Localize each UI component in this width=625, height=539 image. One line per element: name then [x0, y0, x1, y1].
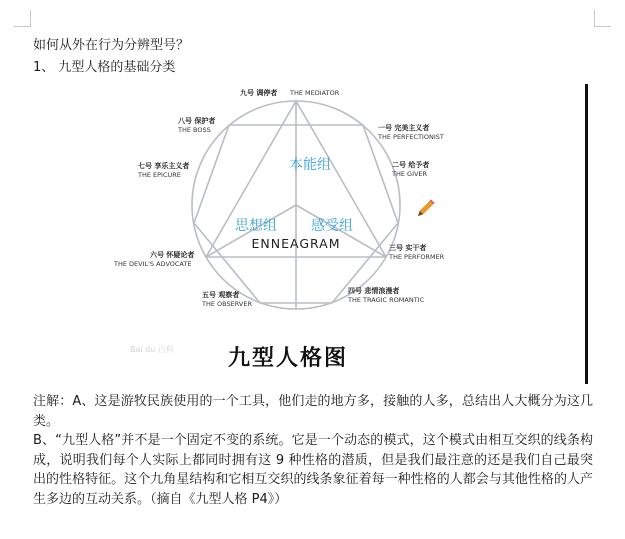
note-a: 注解：A、这是游牧民族使用的一个工具，他们走的地方多，接触的人多，总结出人大概分为这几类。	[33, 394, 593, 429]
type-7-label: 七号 享乐主义者	[138, 162, 190, 170]
figure-caption: 九型人格图	[227, 346, 349, 371]
type-4-en: THE TRAGIC ROMANTIC	[348, 296, 425, 304]
page-corner-marker-left	[14, 10, 31, 27]
type-2-label: 二号 给予者	[392, 161, 430, 169]
note-b: B、“九型人格”并不是一个固定不变的系统。它是一个动态的模式，这个模式由相互交织的线条构成，说明我们每个人实际上都同时拥有这 9 种性格的潜质，但是我们最注意的还是我们自己最突出的性格特征。这个九角星结构和它相互交织的线条象征着每一种性格的人都会与其他性格的人产生多边的互动关系。（摘自《九型人格 P4》）	[33, 433, 593, 507]
type-1-en: THE PERFECTIONIST	[378, 133, 444, 141]
type-8-en: THE BOSS	[178, 126, 211, 134]
type-3-en: THE PERFORMER	[389, 253, 445, 261]
type-6-label: 六号 怀疑论者	[150, 251, 195, 259]
type-1-label: 一号 完美主义者	[378, 124, 430, 132]
type-4-label: 四号 悲情浪漫者	[348, 287, 400, 295]
document-heading: 如何从外在行为分辨型号？	[33, 38, 190, 53]
type-9-label: 九号 调停者	[240, 89, 278, 97]
group-thinking: 思想组	[235, 218, 277, 234]
type-6-en: THE DEVIL'S ADVOCATE	[114, 260, 192, 268]
type-7-en: THE EPICURE	[138, 171, 181, 179]
group-feeling: 感受组	[311, 218, 353, 234]
type-5-en: THE OBSERVER	[202, 300, 252, 308]
section-title: 1、 九型人格的基础分类	[33, 60, 176, 75]
group-instinct: 本能组	[289, 157, 331, 173]
type-2-en: THE GIVER	[392, 170, 428, 178]
enneagram-center-label: ENNEAGRAM	[251, 236, 341, 251]
page-corner-marker-right	[594, 10, 611, 27]
margin-bar	[585, 84, 588, 384]
type-3-label: 三号 实干者	[389, 244, 427, 252]
type-5-label: 五号 观察者	[202, 291, 240, 299]
pencil-icon	[416, 199, 434, 217]
type-9-en: THE MEDIATOR	[290, 89, 340, 97]
enneagram-figure	[104, 78, 592, 382]
type-8-label: 八号 保护者	[178, 117, 216, 125]
enneagram-diagram	[104, 78, 592, 382]
watermark: Bai du 百科	[130, 345, 174, 354]
